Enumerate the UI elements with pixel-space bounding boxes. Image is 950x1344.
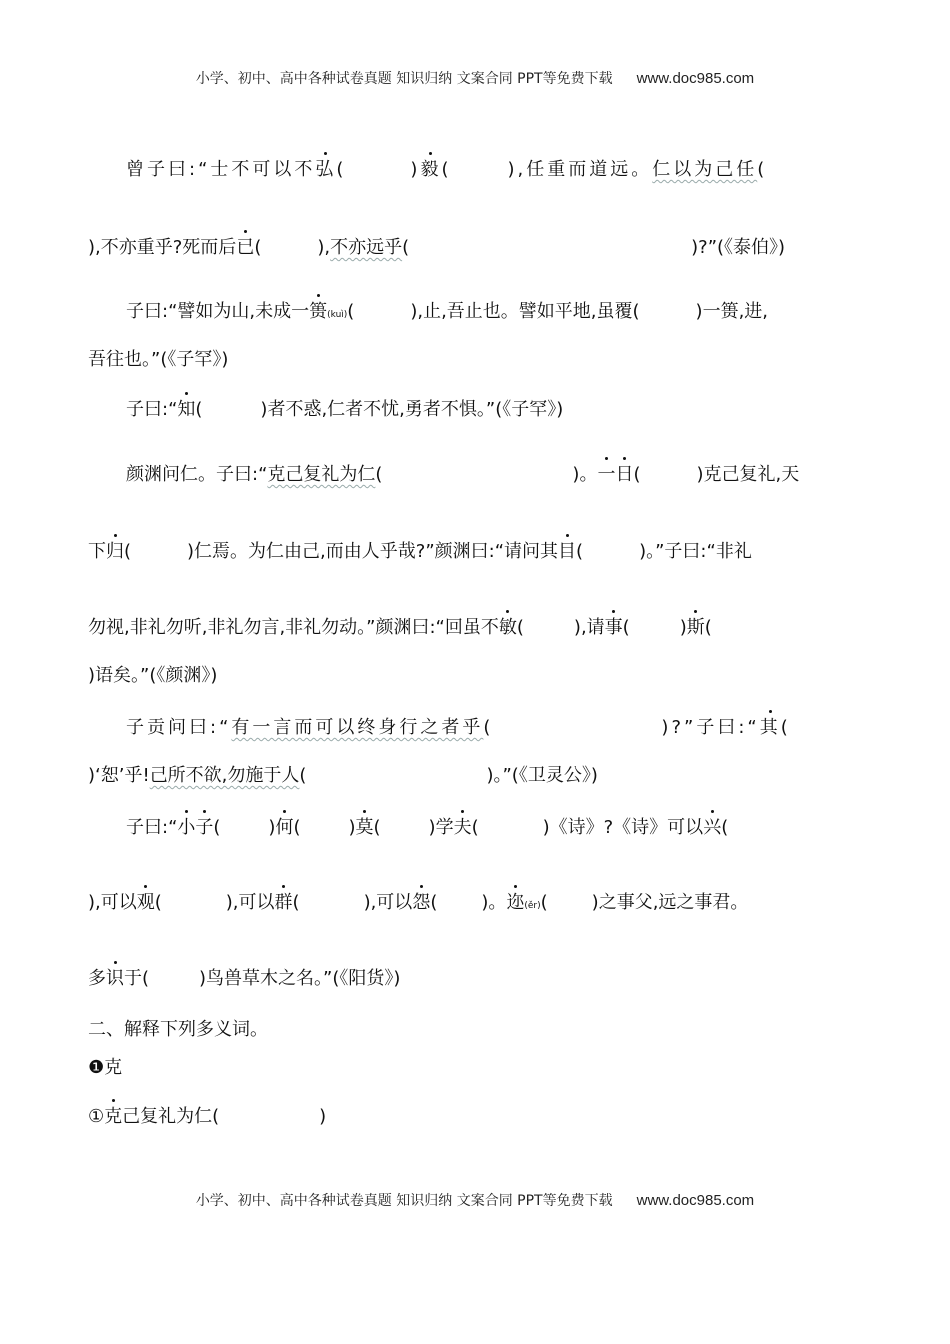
- emphasis-char: 观: [136, 892, 155, 913]
- text-segment: (: [633, 464, 641, 485]
- text-line-5: [126, 398, 563, 422]
- pinyin: (kuì): [327, 310, 348, 320]
- emphasis-char: 其: [759, 717, 781, 738]
- text-segment: (: [375, 464, 383, 485]
- text-segment: (: [576, 541, 584, 562]
- text-segment: )者不惑,仁者不忧,勇者不惧。”(《子罕》): [260, 399, 564, 420]
- text-segment: 下: [88, 541, 106, 562]
- emphasis-char: 小: [177, 817, 196, 838]
- text-segment: (: [292, 892, 300, 913]
- text-segment: (: [402, 237, 410, 258]
- text-segment: (: [780, 717, 791, 738]
- text-segment: ): [679, 617, 687, 638]
- emphasis-char: 斯: [686, 617, 705, 638]
- emphasis-char: 怨: [412, 892, 431, 913]
- footer-url[interactable]: www.doc985.com: [636, 1192, 755, 1209]
- emphasis-char: 弘: [315, 159, 337, 180]
- text-segment: ): [319, 1106, 327, 1127]
- emphasis-char: 篑: [309, 301, 328, 322]
- text-line-7: [88, 540, 752, 564]
- text-segment: ),任重而道远。: [507, 159, 653, 180]
- emphasis-char: 迩: [506, 892, 525, 913]
- text-segment: (: [347, 301, 355, 322]
- text-line-8: [88, 616, 712, 640]
- text-segment: (: [516, 617, 524, 638]
- emphasis-char: 何: [275, 817, 294, 838]
- pinyin: (ěr): [524, 901, 541, 911]
- emphasis-char: 日: [615, 464, 634, 485]
- emphasis-char: 夫: [453, 817, 472, 838]
- text-segment: )《诗》?《诗》可以: [542, 817, 704, 838]
- text-segment: )。: [572, 464, 598, 485]
- text-segment: (: [336, 159, 347, 180]
- text-segment: )之事父,远之事君。: [591, 892, 749, 913]
- text-segment: 多: [88, 968, 106, 989]
- emphasis-char: 知: [177, 399, 196, 420]
- text-segment: ),请: [573, 617, 605, 638]
- text-segment: ),: [317, 237, 331, 258]
- text-line-3: [126, 300, 768, 327]
- text-segment: ),可以: [88, 892, 137, 913]
- emphasis-char: 目: [558, 541, 577, 562]
- emphasis-char: 事: [604, 617, 623, 638]
- footer-text: 小学、初中、高中各种试卷真题 知识归纳 文案合同 PPT等免费下载: [195, 1193, 613, 1209]
- term-number: ❶: [88, 1057, 105, 1078]
- text-segment: 有一言而可以终身行之者乎: [231, 717, 484, 738]
- text-segment: )‘恕’乎!: [88, 765, 150, 786]
- text-segment: ): [348, 817, 356, 838]
- text-line-9: [88, 664, 217, 688]
- text-line-13: [88, 891, 748, 918]
- text-segment: )一篑,进,: [695, 301, 769, 322]
- text-segment: 勿视,非礼勿听,非礼勿言,非礼勿动。”颜渊曰:“回虽不: [88, 617, 499, 638]
- page-header: [0, 68, 950, 88]
- text-segment: 子曰:“譬如为山,未成一: [126, 301, 310, 322]
- text-segment: 于(: [124, 968, 150, 989]
- text-segment: )仁焉。为仁由己,而由人乎哉?”颜渊曰:“请问其: [187, 541, 559, 562]
- text-segment: (: [471, 817, 479, 838]
- text-segment: 吾往也。”(《子罕》): [88, 349, 229, 370]
- text-segment: ),不亦重乎?死而后: [88, 237, 237, 258]
- term-item: [88, 1105, 326, 1129]
- text-segment: )学: [428, 817, 454, 838]
- text-segment: ),可以: [225, 892, 275, 913]
- section-title: 二、解释下列多义词。: [88, 1019, 268, 1040]
- emphasis-char: 已: [236, 237, 255, 258]
- text-segment: 子曰:“: [126, 399, 178, 420]
- text-segment: (: [622, 617, 630, 638]
- text-segment: (: [124, 541, 132, 562]
- text-segment: (: [540, 892, 548, 913]
- text-segment: 仁以为己任: [652, 159, 758, 180]
- text-segment: (: [293, 817, 301, 838]
- text-line-14: [88, 967, 400, 991]
- emphasis-char: 莫: [355, 817, 374, 838]
- text-segment: )?”子曰:“: [661, 717, 760, 738]
- text-segment: (: [254, 237, 262, 258]
- header-url[interactable]: www.doc985.com: [636, 70, 755, 87]
- text-segment: (: [213, 817, 221, 838]
- text-segment: (: [430, 892, 438, 913]
- emphasis-char: 子: [195, 817, 214, 838]
- text-segment: (: [483, 717, 494, 738]
- text-segment: ): [410, 159, 421, 180]
- emphasis-char: 群: [274, 892, 293, 913]
- text-segment: (: [441, 159, 452, 180]
- text-segment: )语矣。”(《颜渊》): [88, 665, 218, 686]
- term-word: 克: [104, 1057, 123, 1078]
- term-heading: [88, 1056, 122, 1080]
- emphasis-char: 敏: [498, 617, 517, 638]
- text-segment: 己所不欲,勿施于人: [149, 765, 300, 786]
- text-segment: 颜渊问仁。子曰:“: [126, 464, 268, 485]
- text-segment: )?”(《泰伯》): [691, 237, 786, 258]
- emphasis-char: 克: [104, 1106, 123, 1127]
- text-segment: (: [373, 817, 381, 838]
- text-segment: (: [299, 765, 307, 786]
- text-segment: )。: [481, 892, 507, 913]
- text-segment: )克己复礼,天: [696, 464, 800, 485]
- text-segment: 己复礼为仁(: [122, 1106, 220, 1127]
- text-line-12: [126, 816, 728, 840]
- text-segment: (: [154, 892, 162, 913]
- emphasis-char: 兴: [703, 817, 722, 838]
- text-line-4: [88, 348, 228, 372]
- text-line-2: [88, 236, 785, 260]
- text-segment: (: [757, 159, 768, 180]
- text-segment: 子贡问曰:“: [126, 717, 232, 738]
- header-text: 小学、初中、高中各种试卷真题 知识归纳 文案合同 PPT等免费下载: [195, 71, 613, 87]
- emphasis-char: 识: [106, 968, 124, 989]
- text-segment: 不亦远乎: [330, 237, 403, 258]
- text-segment: 曾子曰:“士不可以不: [126, 159, 316, 180]
- item-number: ①: [88, 1106, 105, 1127]
- text-line-11: [88, 764, 598, 788]
- text-segment: )。”子曰:“非礼: [639, 541, 752, 562]
- text-segment: (: [704, 617, 712, 638]
- emphasis-char: 一: [597, 464, 616, 485]
- text-segment: )。”(《卫灵公》): [486, 765, 598, 786]
- text-segment: (: [195, 399, 203, 420]
- text-segment: )鸟兽草木之名。”(《阳货》): [199, 968, 401, 989]
- text-segment: ): [268, 817, 276, 838]
- text-line-1: [126, 158, 767, 182]
- emphasis-char: 归: [106, 541, 124, 562]
- page-footer: [0, 1190, 950, 1210]
- text-segment: ),止,吾止也。譬如平地,虽覆(: [410, 301, 640, 322]
- text-line-10: [126, 716, 791, 740]
- text-segment: 克己复礼为仁: [267, 464, 376, 485]
- text-segment: 子曰:“: [126, 817, 178, 838]
- text-segment: ),可以: [363, 892, 413, 913]
- text-line-6: [126, 463, 799, 487]
- emphasis-char: 毅: [420, 159, 442, 180]
- text-segment: (: [721, 817, 729, 838]
